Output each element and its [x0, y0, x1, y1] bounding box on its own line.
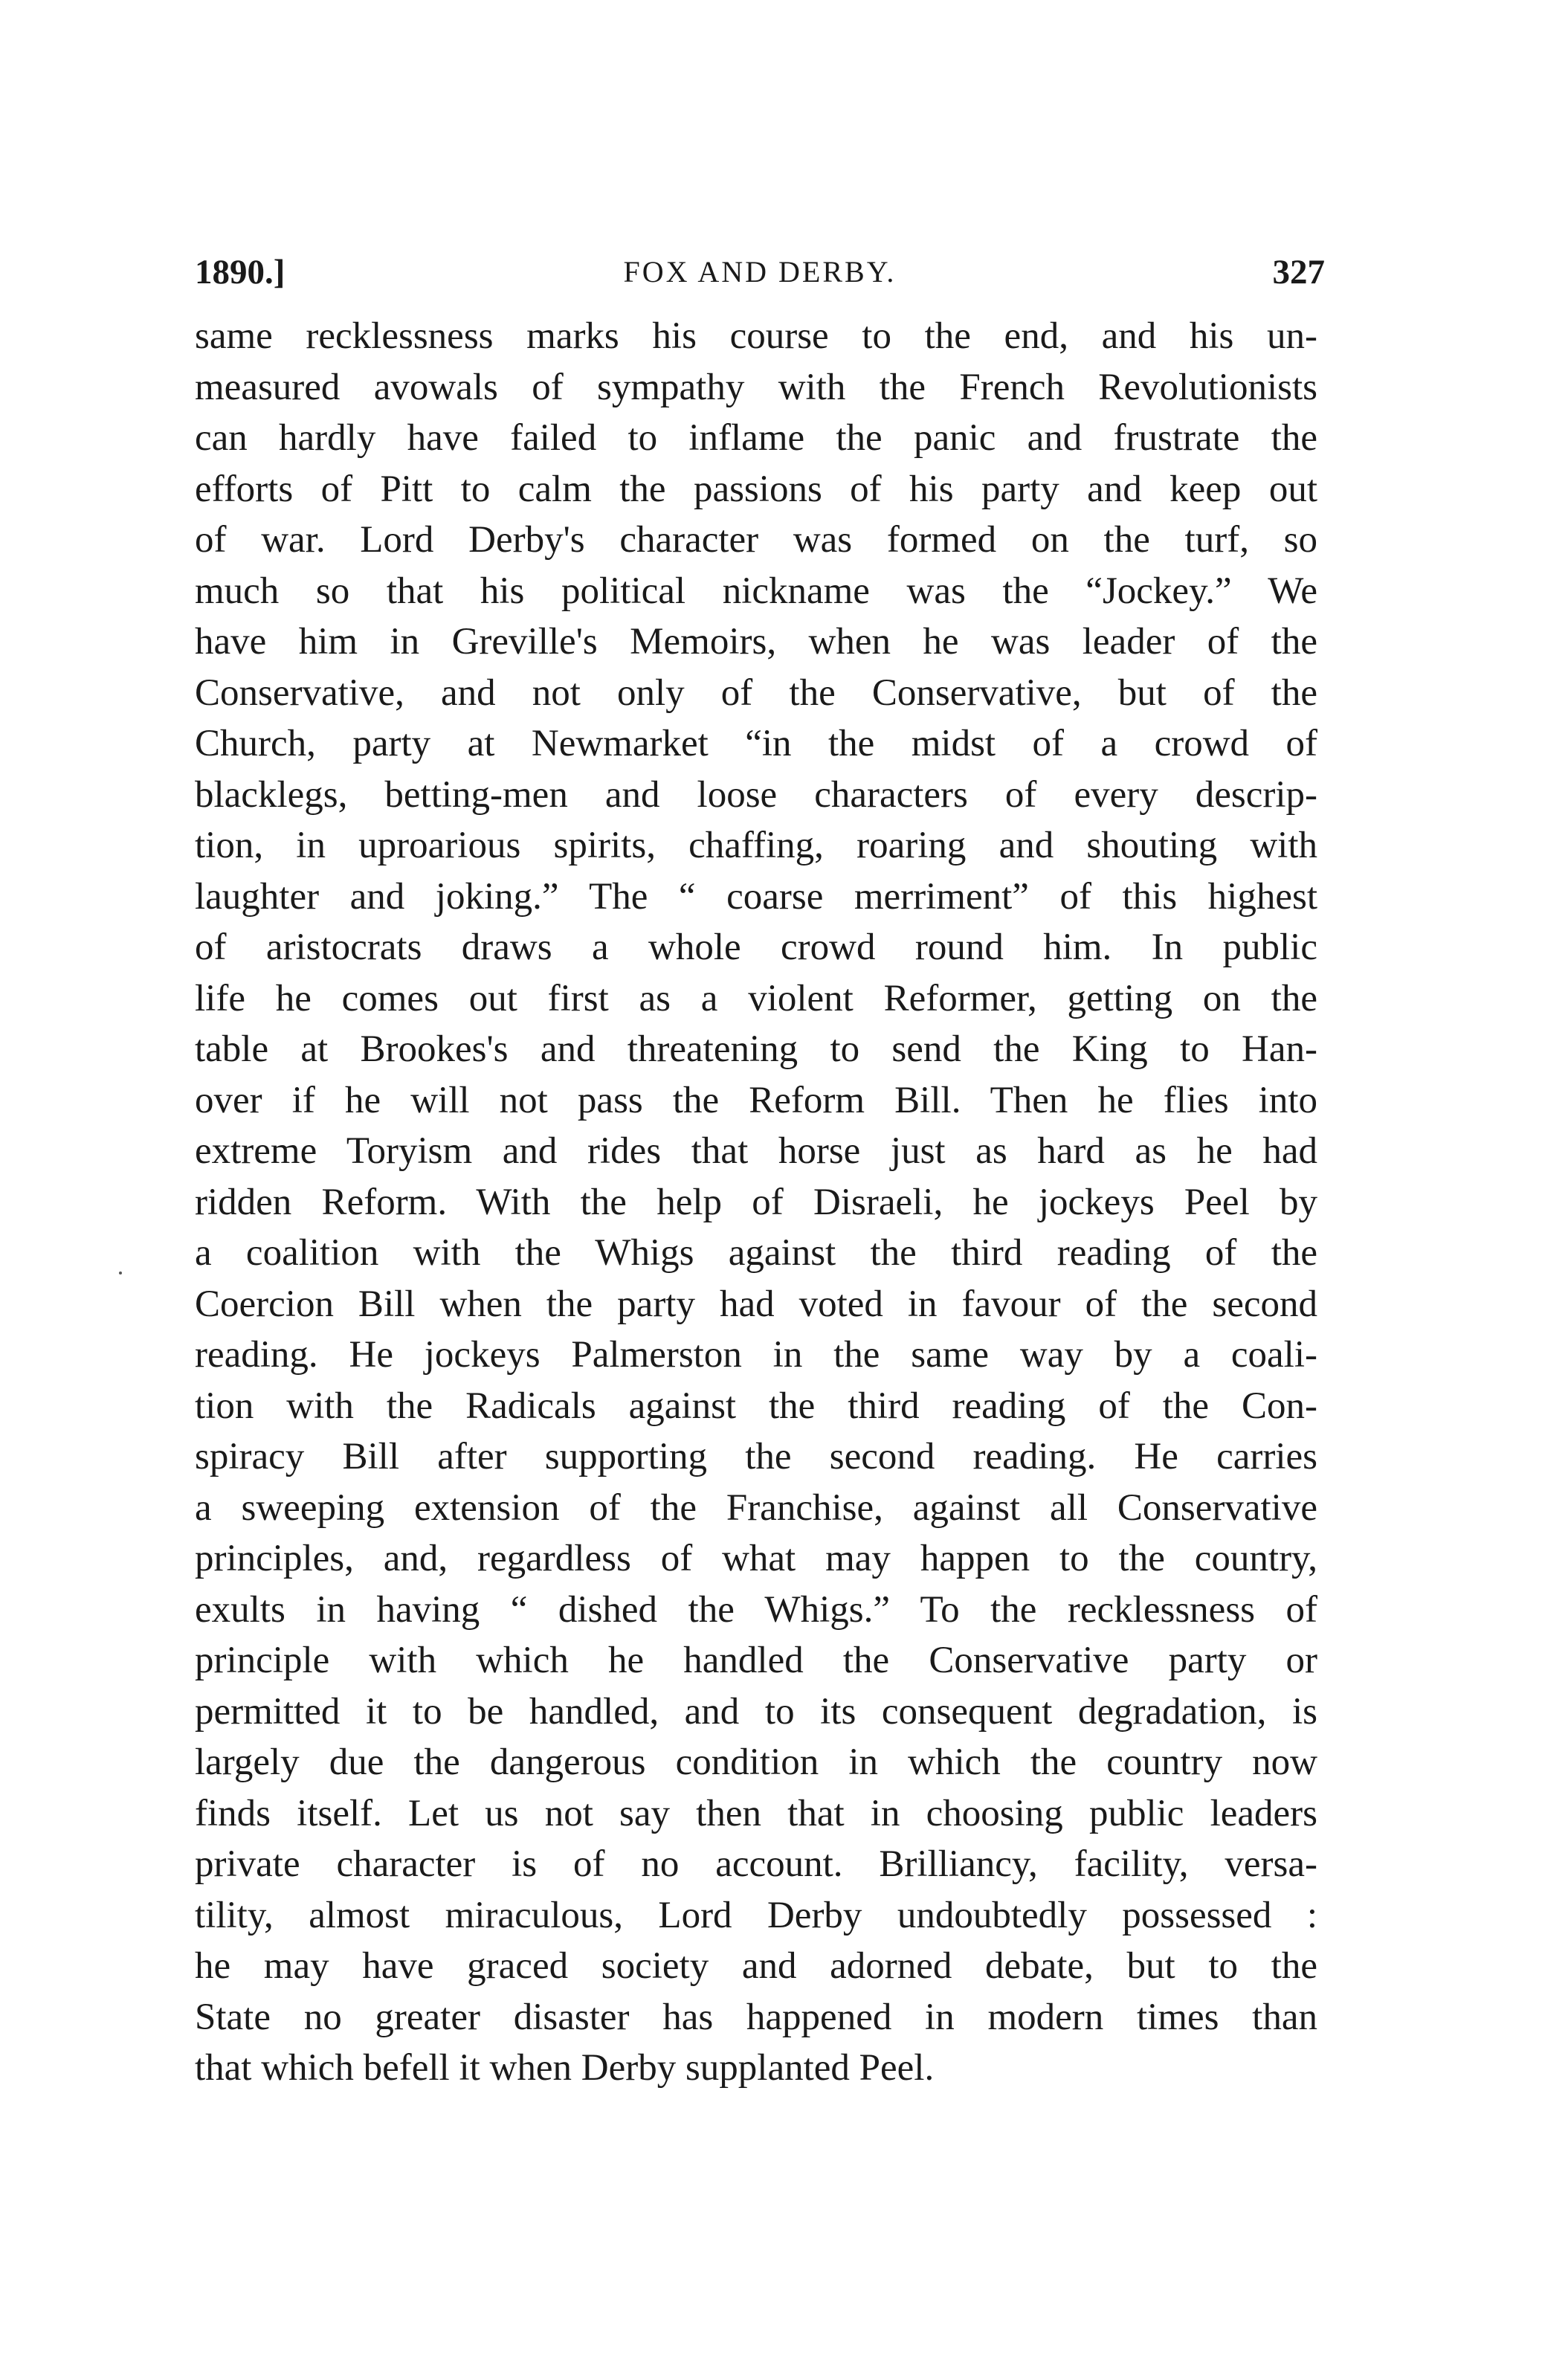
- text-line: Coercion Bill when the party had voted in favour of the second: [195, 1283, 1317, 1325]
- text-line: exults in having “ dished the Whigs.” To the recklessness of: [195, 1588, 1317, 1631]
- header-title: FOX AND DERBY.: [623, 255, 897, 289]
- text-line: blacklegs, betting-men and loose characters of every descrip-: [195, 773, 1317, 816]
- text-line: private character is of no account. Brilliancy, facility, versa-: [195, 1843, 1317, 1885]
- text-line: table at Brookes's and threatening to send the King to Han-: [195, 1028, 1317, 1070]
- text-line: tility, almost miraculous, Lord Derby undoubtedly possessed :: [195, 1894, 1317, 1936]
- text-line: tion, in uproarious spirits, chaffing, roaring and shouting with: [195, 825, 1317, 866]
- text-line: a sweeping extension of the Franchise, against all Conservative: [195, 1486, 1317, 1529]
- text-line: he may have graced society and adorned debate, but to the: [195, 1945, 1317, 1987]
- text-line: efforts of Pitt to calm the passions of his party and keep out: [195, 468, 1317, 510]
- text-line: ridden Reform. With the help of Disraeli, he jockeys Peel by: [195, 1181, 1317, 1223]
- text-line: much so that his political nickname was the “Jockey.” We: [195, 570, 1317, 612]
- text-line: spiracy Bill after supporting the second reading. He carries: [195, 1436, 1317, 1477]
- text-line: have him in Greville's Memoirs, when he was leader of the: [195, 621, 1317, 663]
- text-line: Conservative, and not only of the Conservative, but of the: [195, 671, 1317, 714]
- text-line: largely due the dangerous condition in which the country now: [195, 1741, 1317, 1783]
- text-line-last: that which befell it when Derby supplanted Peel.: [195, 2047, 935, 2089]
- text-line: measured avowals of sympathy with the French Revolutionists: [195, 366, 1317, 408]
- text-line: a coalition with the Whigs against the third reading of the: [195, 1232, 1317, 1274]
- text-line: laughter and joking.” The “ coarse merriment” of this highest: [195, 875, 1317, 918]
- running-head: [195, 250, 1325, 294]
- text-line: reading. He jockeys Palmerston in the same way by a coali-: [195, 1334, 1317, 1376]
- text-line: permitted it to be handled, and to its consequent degradation, is: [195, 1690, 1317, 1733]
- text-line: life he comes out first as a violent Reformer, getting on the: [195, 977, 1317, 1019]
- body-paragraph: [195, 311, 1317, 2094]
- text-line: over if he will not pass the Reform Bill. Then he flies into: [195, 1079, 1317, 1121]
- header-year: 1890.]: [195, 253, 285, 291]
- text-line: tion with the Radicals against the third reading of the Con-: [195, 1385, 1317, 1427]
- text-line: finds itself. Let us not say then that in choosing public leaders: [195, 1792, 1317, 1834]
- text-line: Church, party at Newmarket “in the midst of a crowd of: [195, 723, 1317, 764]
- text-line: can hardly have failed to inflame the panic and frustrate the: [195, 417, 1317, 459]
- text-line: of war. Lord Derby's character was formed on the turf, so: [195, 519, 1317, 561]
- page-number: 327: [1272, 253, 1325, 291]
- text-line: of aristocrats draws a whole crowd round him. In public: [195, 926, 1317, 968]
- text-line: same recklessness marks his course to the end, and his un-: [195, 315, 1317, 357]
- text-line: principle with which he handled the Conservative party or: [195, 1640, 1317, 1681]
- text-line: State no greater disaster has happened in modern times than: [195, 1996, 1317, 2038]
- text-line: principles, and, regardless of what may happen to the country,: [195, 1538, 1317, 1579]
- text-line: extreme Toryism and rides that horse just as hard as he had: [195, 1130, 1317, 1172]
- margin-speck: [119, 1272, 122, 1274]
